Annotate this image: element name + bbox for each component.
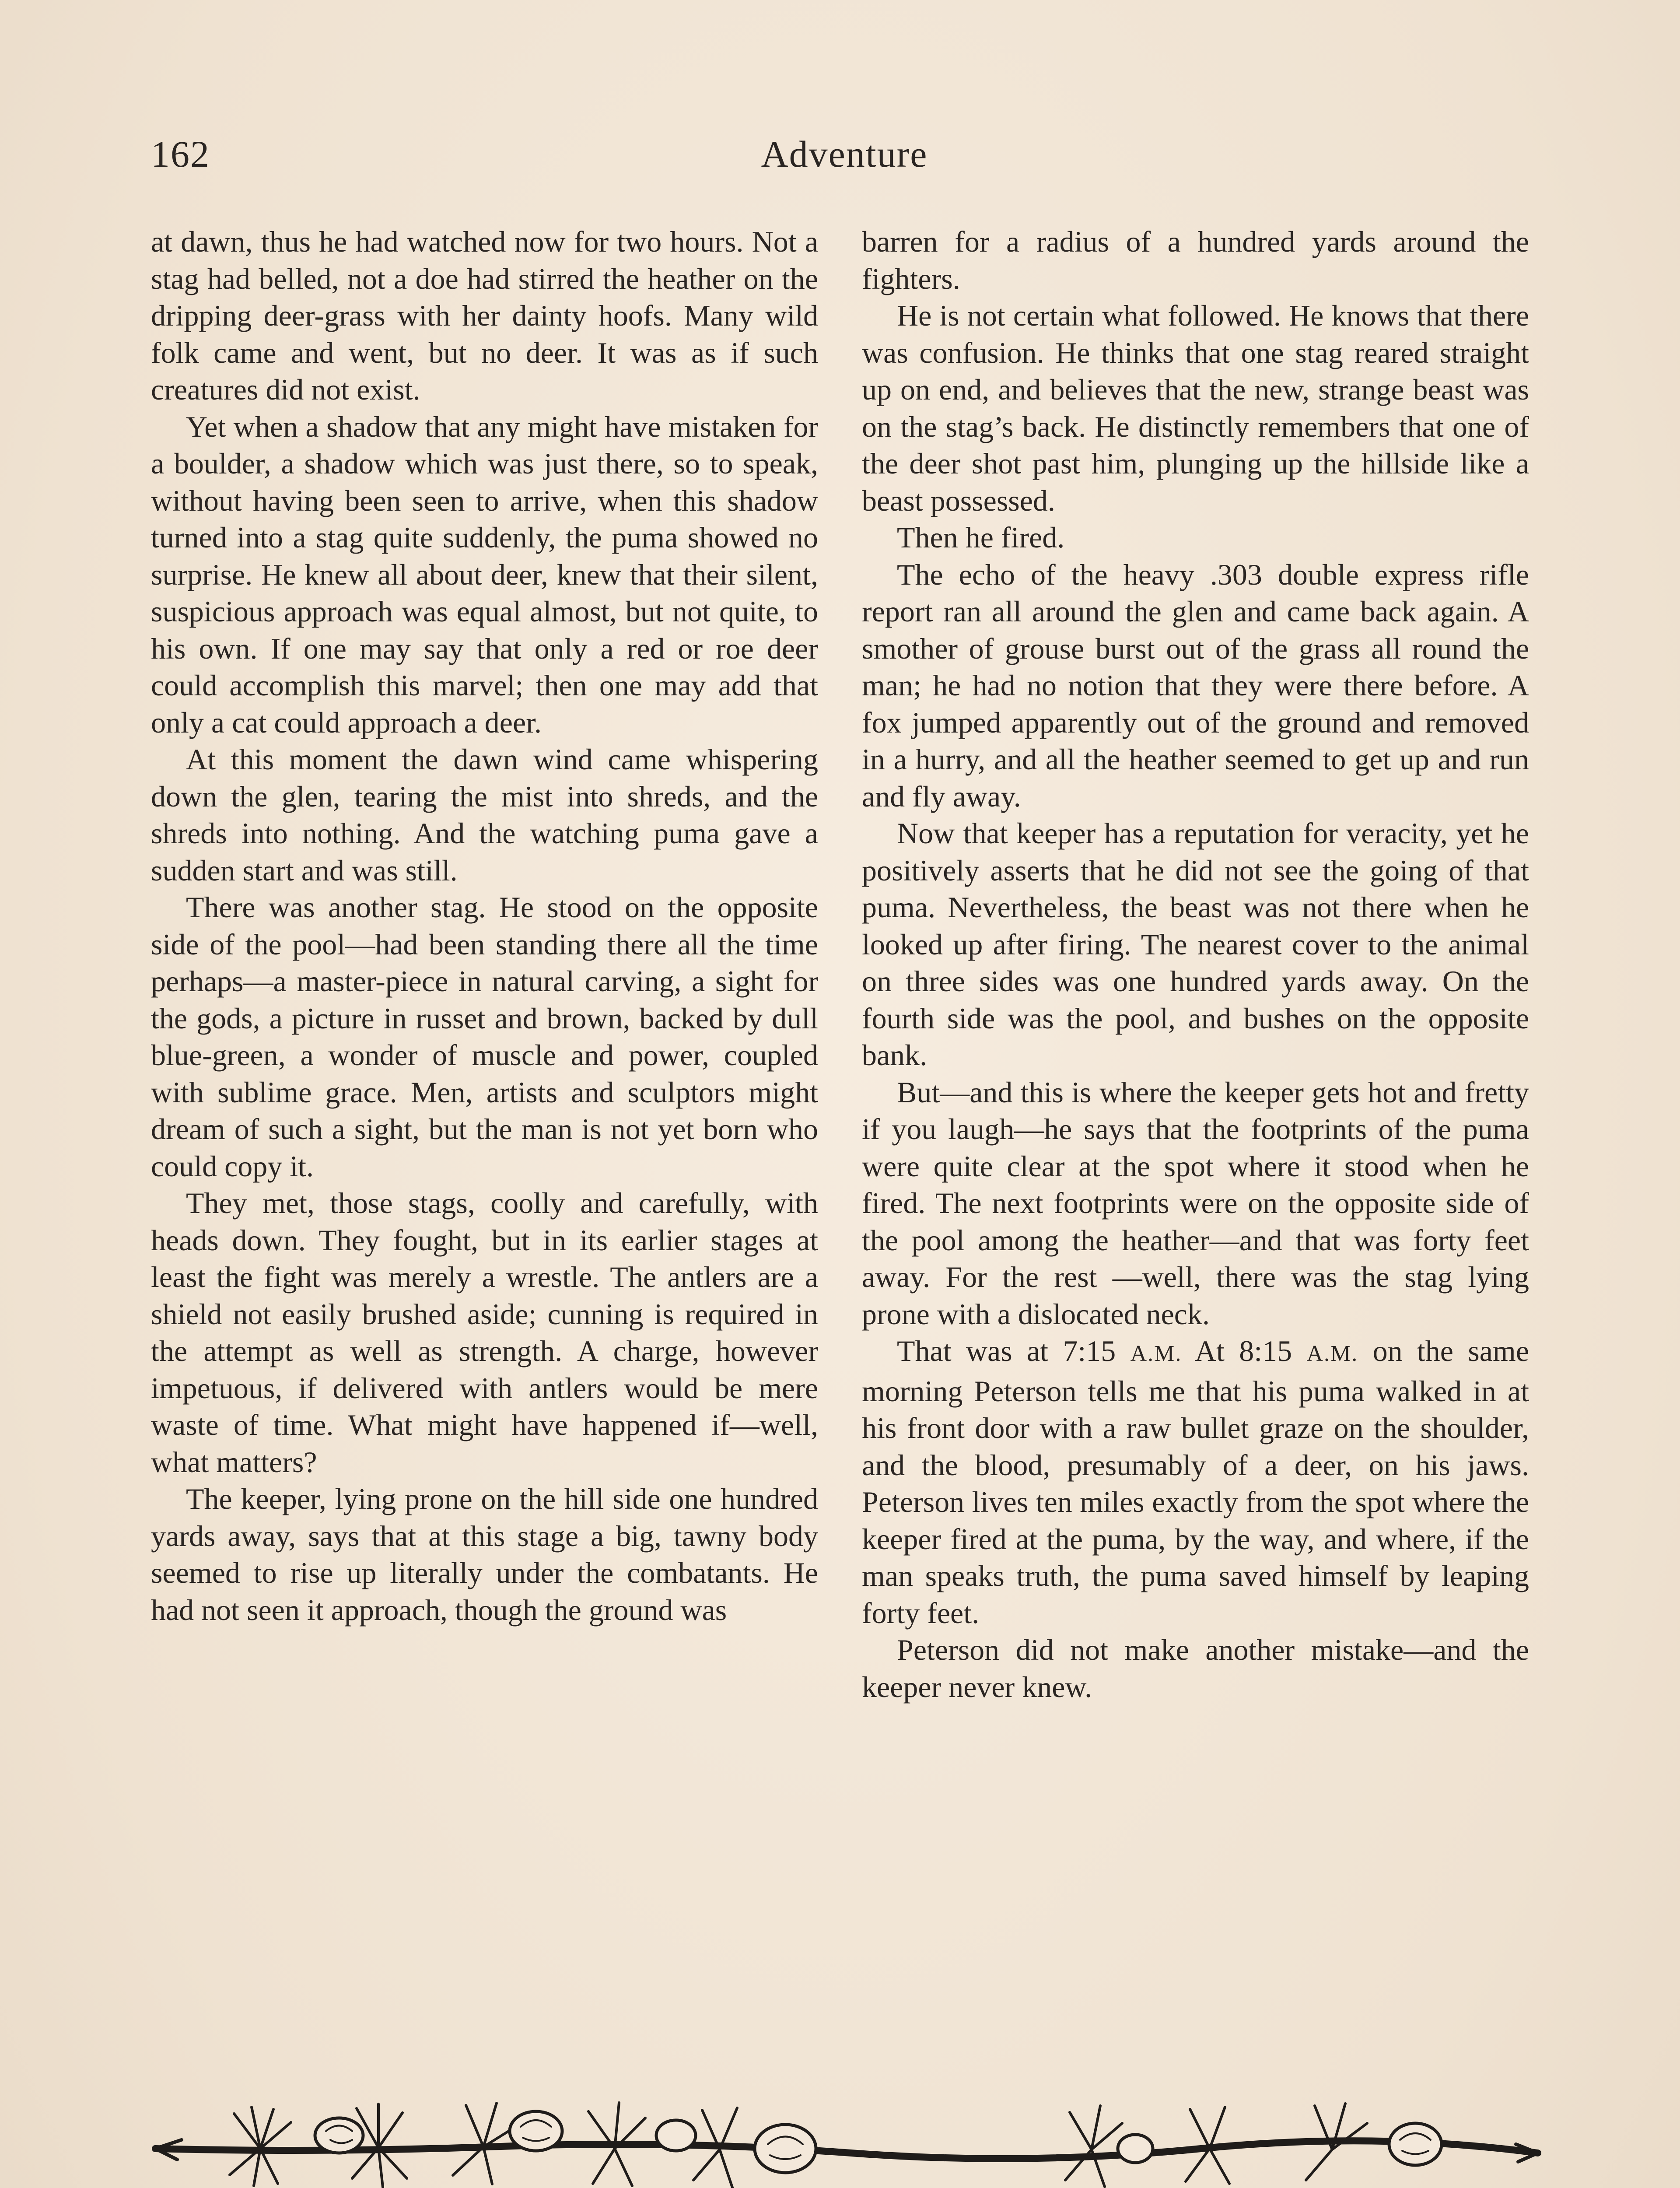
paragraph: But—and this is where the keeper gets hot and fretty if you laugh—he says that the footprints of the puma were quite clear at the spot where it stood when he fired. The next footprints were on the opposite side of the pool among the heather—and that was forty feet away. For the rest —well, there was the stag lying prone with a dislocated neck. (862, 1075, 1529, 1331)
text-run: on the same morning Peterson tells me that his puma walked in at his front door with a raw bullet graze on the shoulder, and the blood, presumably of a deer, on his jaws. Peterson lives ten miles exactly from the spot where the keeper fired at the puma, by the way, and where, if the man speaks truth, the puma saved himself by leaping forty feet. (862, 1334, 1529, 1630)
paragraph: He is not certain what followed. He knows that there was confusion. He thinks that one stag reared straight up on end, and believes that the new, strange beast was on the stag’s back. He distinctly remembers that one of the deer shot past him, plunging up the hillside like a beast possessed. (862, 299, 1529, 517)
paragraph: Now that keeper has a reputation for veracity, yet he positively asserts that he did not see the going of that puma. Nevertheless, the beast was not there when he looked up after firing. The nearest cover to the animal on three sides was one hundred yards away. On the fourth side was the pool, and bushes on the opposite bank. (862, 817, 1529, 1072)
paragraph: Then he fired. (897, 521, 1065, 554)
paragraph: barren for a radius of a hundred yards around the fighters. (862, 225, 1529, 295)
paragraph: The echo of the heavy .303 double express rifle report ran all around the glen and came back again. A smother of grouse burst out of the grass all round the man; he had no notion that they were there before. A fox jumped apparently out of the ground and removed in a hurry, and all the heather seemed to get up and run and fly away. (862, 558, 1529, 813)
paragraph: Yet when a shadow that any might have mistaken for a boulder, a shadow which was just there, so to speak, without having been seen to arrive, when this shadow turned into a stag quite suddenly, the puma showed no surprise. He knew all about deer, knew that their silent, suspicious approach was equal almost, but not quite, to his own. If one may say that only a red or roe deer could accomplish this marvel; then one may add that only a cat could approach a deer. (151, 410, 818, 739)
time-am-label: A.M. (1306, 1341, 1358, 1366)
page-number: 162 (151, 133, 210, 175)
paragraph: Peterson did not make another mistake—and the keeper never knew. (862, 1633, 1529, 1704)
paragraph: They met, those stags, coolly and carefully, with heads down. They fought, but in its earlier stages at least the fight was merely a wrestle. The antlers are a shield not easily brushed aside; cunning is required in the attempt as well as strength. A charge, however impetuous, if delivered with antlers would be mere waste of time. What might have happened if—well, what matters? (151, 1186, 818, 1479)
paragraph: at dawn, thus he had watched now for two hours. Not a stag had belled, not a doe had stirred the heather on the dripping deer-grass with her dainty hoofs. Many wild folk came and went, but no deer. It was as if such creatures did not exist. (151, 225, 818, 406)
page-header (151, 123, 1538, 189)
text-run: At 8:15 (1182, 1334, 1307, 1368)
right-column (862, 223, 1529, 1705)
running-title: Adventure (761, 133, 928, 175)
paragraph: The keeper, lying prone on the hill side one hundred yards away, says that at this stage a big, tawny body seemed to rise up literally under the combatants. He had not seen it approach, though the ground was (151, 1482, 818, 1627)
text-run: That was at 7:15 (897, 1334, 1130, 1368)
larch-branch-ornament-icon (151, 2083, 1542, 2188)
left-column (151, 223, 818, 1628)
time-am-label: A.M. (1130, 1341, 1182, 1366)
paragraph: There was another stag. He stood on the opposite side of the pool—had been standing there all the time perhaps—a master-piece in natural carving, a sight for the gods, a picture in russet and brown, backed by dull blue-green, a wonder of muscle and power, coupled with sublime grace. Men, artists and sculptors might dream of such a sight, but the man is not yet born who could copy it. (151, 891, 818, 1183)
paragraph (862, 1332, 1529, 1631)
paragraph: At this moment the dawn wind came whispering down the glen, tearing the mist into shreds, and the shreds into nothing. And the watching puma gave a sudden start and was still. (151, 743, 818, 887)
